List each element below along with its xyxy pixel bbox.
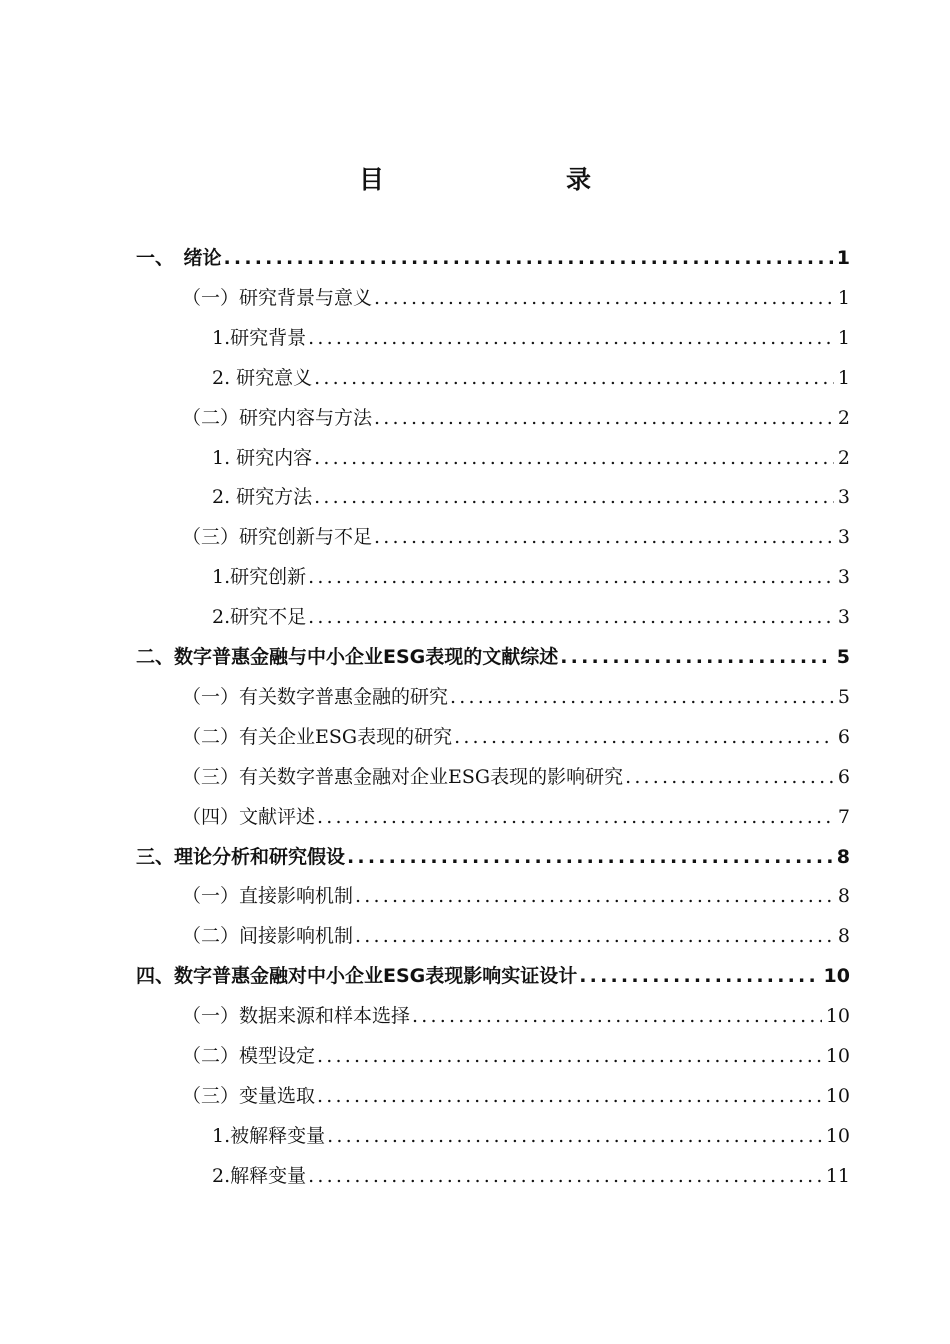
toc-entry-label: 2.解释变量 — [212, 1164, 307, 1187]
toc-entry-level-1[interactable] — [136, 637, 850, 677]
toc-page-number: 3 — [837, 606, 850, 629]
toc-page-number: 1 — [836, 247, 850, 269]
toc-page-number: 7 — [837, 805, 850, 828]
toc-entry-level-2[interactable] — [182, 757, 850, 797]
toc-entry-level-1[interactable] — [136, 956, 850, 996]
toc-page-number: 10 — [825, 1005, 850, 1028]
toc-entry-label: （二）模型设定 — [182, 1045, 316, 1067]
toc-dot-leader — [579, 956, 819, 996]
toc-entry-level-1[interactable] — [136, 238, 850, 278]
toc-page-number: 1 — [837, 286, 850, 309]
toc-dot-leader — [625, 757, 834, 797]
toc-page-number: 11 — [825, 1164, 850, 1187]
toc-entry-level-2[interactable] — [182, 1076, 850, 1116]
toc-page-number: 10 — [823, 965, 850, 988]
toc-entry-level-3[interactable] — [212, 557, 850, 597]
toc-entry-level-2[interactable] — [182, 797, 850, 837]
toc-dot-leader — [308, 318, 834, 358]
toc-entry-level-2[interactable] — [182, 1036, 850, 1076]
toc-entry-label: 三、理论分析和研究假设 — [136, 845, 346, 868]
toc-entry-label: （一）研究背景与意义 — [182, 286, 373, 309]
toc-page-number: 8 — [836, 845, 850, 868]
toc-entry-level-2[interactable] — [182, 717, 850, 757]
toc-entry-label: 一、 绪论 — [136, 247, 222, 269]
toc-entry-level-1[interactable] — [136, 837, 850, 877]
toc-dot-leader — [314, 477, 834, 517]
toc-entry-level-2[interactable] — [182, 996, 850, 1036]
toc-dot-leader — [374, 278, 834, 318]
toc-dot-leader — [314, 438, 834, 478]
toc-page-number: 10 — [825, 1124, 850, 1147]
toc-dot-leader — [374, 398, 834, 438]
toc-dot-leader — [317, 797, 834, 837]
toc-entry-level-3[interactable] — [212, 1116, 850, 1156]
toc-entry-level-3[interactable] — [212, 1156, 850, 1196]
toc-entry-label: （三）研究创新与不足 — [182, 526, 373, 549]
toc-page-number: 8 — [837, 885, 850, 908]
toc-entry-label: （三）有关数字普惠金融对企业ESG表现的影响研究 — [182, 765, 624, 788]
toc-entry-label: 1.被解释变量 — [212, 1124, 326, 1147]
page-title: 目 录 — [358, 165, 635, 194]
toc-entry-level-2[interactable] — [182, 876, 850, 916]
toc-dot-leader — [317, 1076, 822, 1116]
toc-entry-label: 2. 研究意义 — [212, 366, 313, 389]
toc-entry-label: （三）变量选取 — [182, 1084, 316, 1107]
toc-page-number: 3 — [837, 566, 850, 589]
toc-entry-level-2[interactable] — [182, 677, 850, 717]
toc-page-number: 2 — [837, 406, 850, 429]
toc-dot-leader — [308, 597, 834, 637]
toc-dot-leader — [314, 358, 834, 398]
toc-entry-level-3[interactable] — [212, 358, 850, 398]
toc-page-number: 1 — [837, 326, 850, 349]
toc-page-number: 10 — [825, 1045, 850, 1067]
toc-entry-label: （一）有关数字普惠金融的研究 — [182, 685, 449, 708]
toc-page-number: 3 — [837, 526, 850, 549]
toc-entry-label: （二）有关企业ESG表现的研究 — [182, 725, 453, 748]
toc-entry-level-2[interactable] — [182, 517, 850, 557]
toc-page-number: 5 — [836, 646, 850, 668]
toc-dot-leader — [308, 557, 834, 597]
toc-page-number: 6 — [837, 725, 850, 748]
toc-entry-label: （一）数据来源和样本选择 — [182, 1005, 411, 1028]
toc-entry-label: 二、数字普惠金融与中小企业ESG表现的文献综述 — [136, 646, 559, 668]
toc-entry-level-3[interactable] — [212, 477, 850, 517]
toc-entry-label: 1. 研究内容 — [212, 446, 313, 469]
toc-entry-label: （二）研究内容与方法 — [182, 406, 373, 429]
toc-dot-leader — [355, 916, 834, 956]
toc-entry-label: 1.研究创新 — [212, 566, 307, 589]
toc-page-number: 3 — [837, 486, 850, 509]
toc-entry-level-3[interactable] — [212, 318, 850, 358]
toc-dot-leader — [454, 717, 834, 757]
toc-entry-level-2[interactable] — [182, 398, 850, 438]
toc-entry-label: 四、数字普惠金融对中小企业ESG表现影响实证设计 — [136, 965, 578, 988]
toc-dot-leader — [308, 1156, 822, 1196]
toc-dot-leader — [347, 837, 833, 877]
toc-entry-level-2[interactable] — [182, 278, 850, 318]
toc-entry-label: 2. 研究方法 — [212, 486, 313, 509]
toc-page-number: 6 — [837, 765, 850, 788]
toc-dot-leader — [374, 517, 834, 557]
toc-page-number: 2 — [837, 446, 850, 469]
toc-dot-leader — [317, 1036, 822, 1076]
toc-page-number: 8 — [837, 925, 850, 948]
toc-entry-level-3[interactable] — [212, 597, 850, 637]
toc-dot-leader — [327, 1116, 822, 1156]
toc-page-number: 1 — [837, 366, 850, 389]
toc-dot-leader — [450, 677, 834, 717]
toc-entry-level-2[interactable] — [182, 916, 850, 956]
toc-dot-leader — [412, 996, 822, 1036]
toc-entry-label: 1.研究背景 — [212, 326, 307, 349]
toc-entry-label: （一）直接影响机制 — [182, 885, 354, 908]
toc-page-number: 5 — [837, 685, 850, 708]
toc-entry-level-3[interactable] — [212, 438, 850, 478]
toc-entry-label: （四）文献评述 — [182, 805, 316, 828]
toc-page-number: 10 — [825, 1084, 850, 1107]
toc-entry-label: （二）间接影响机制 — [182, 925, 354, 948]
toc-dot-leader — [355, 876, 834, 916]
toc-entry-label: 2.研究不足 — [212, 606, 307, 629]
toc-dot-leader — [224, 238, 833, 278]
toc-dot-leader — [560, 637, 833, 677]
